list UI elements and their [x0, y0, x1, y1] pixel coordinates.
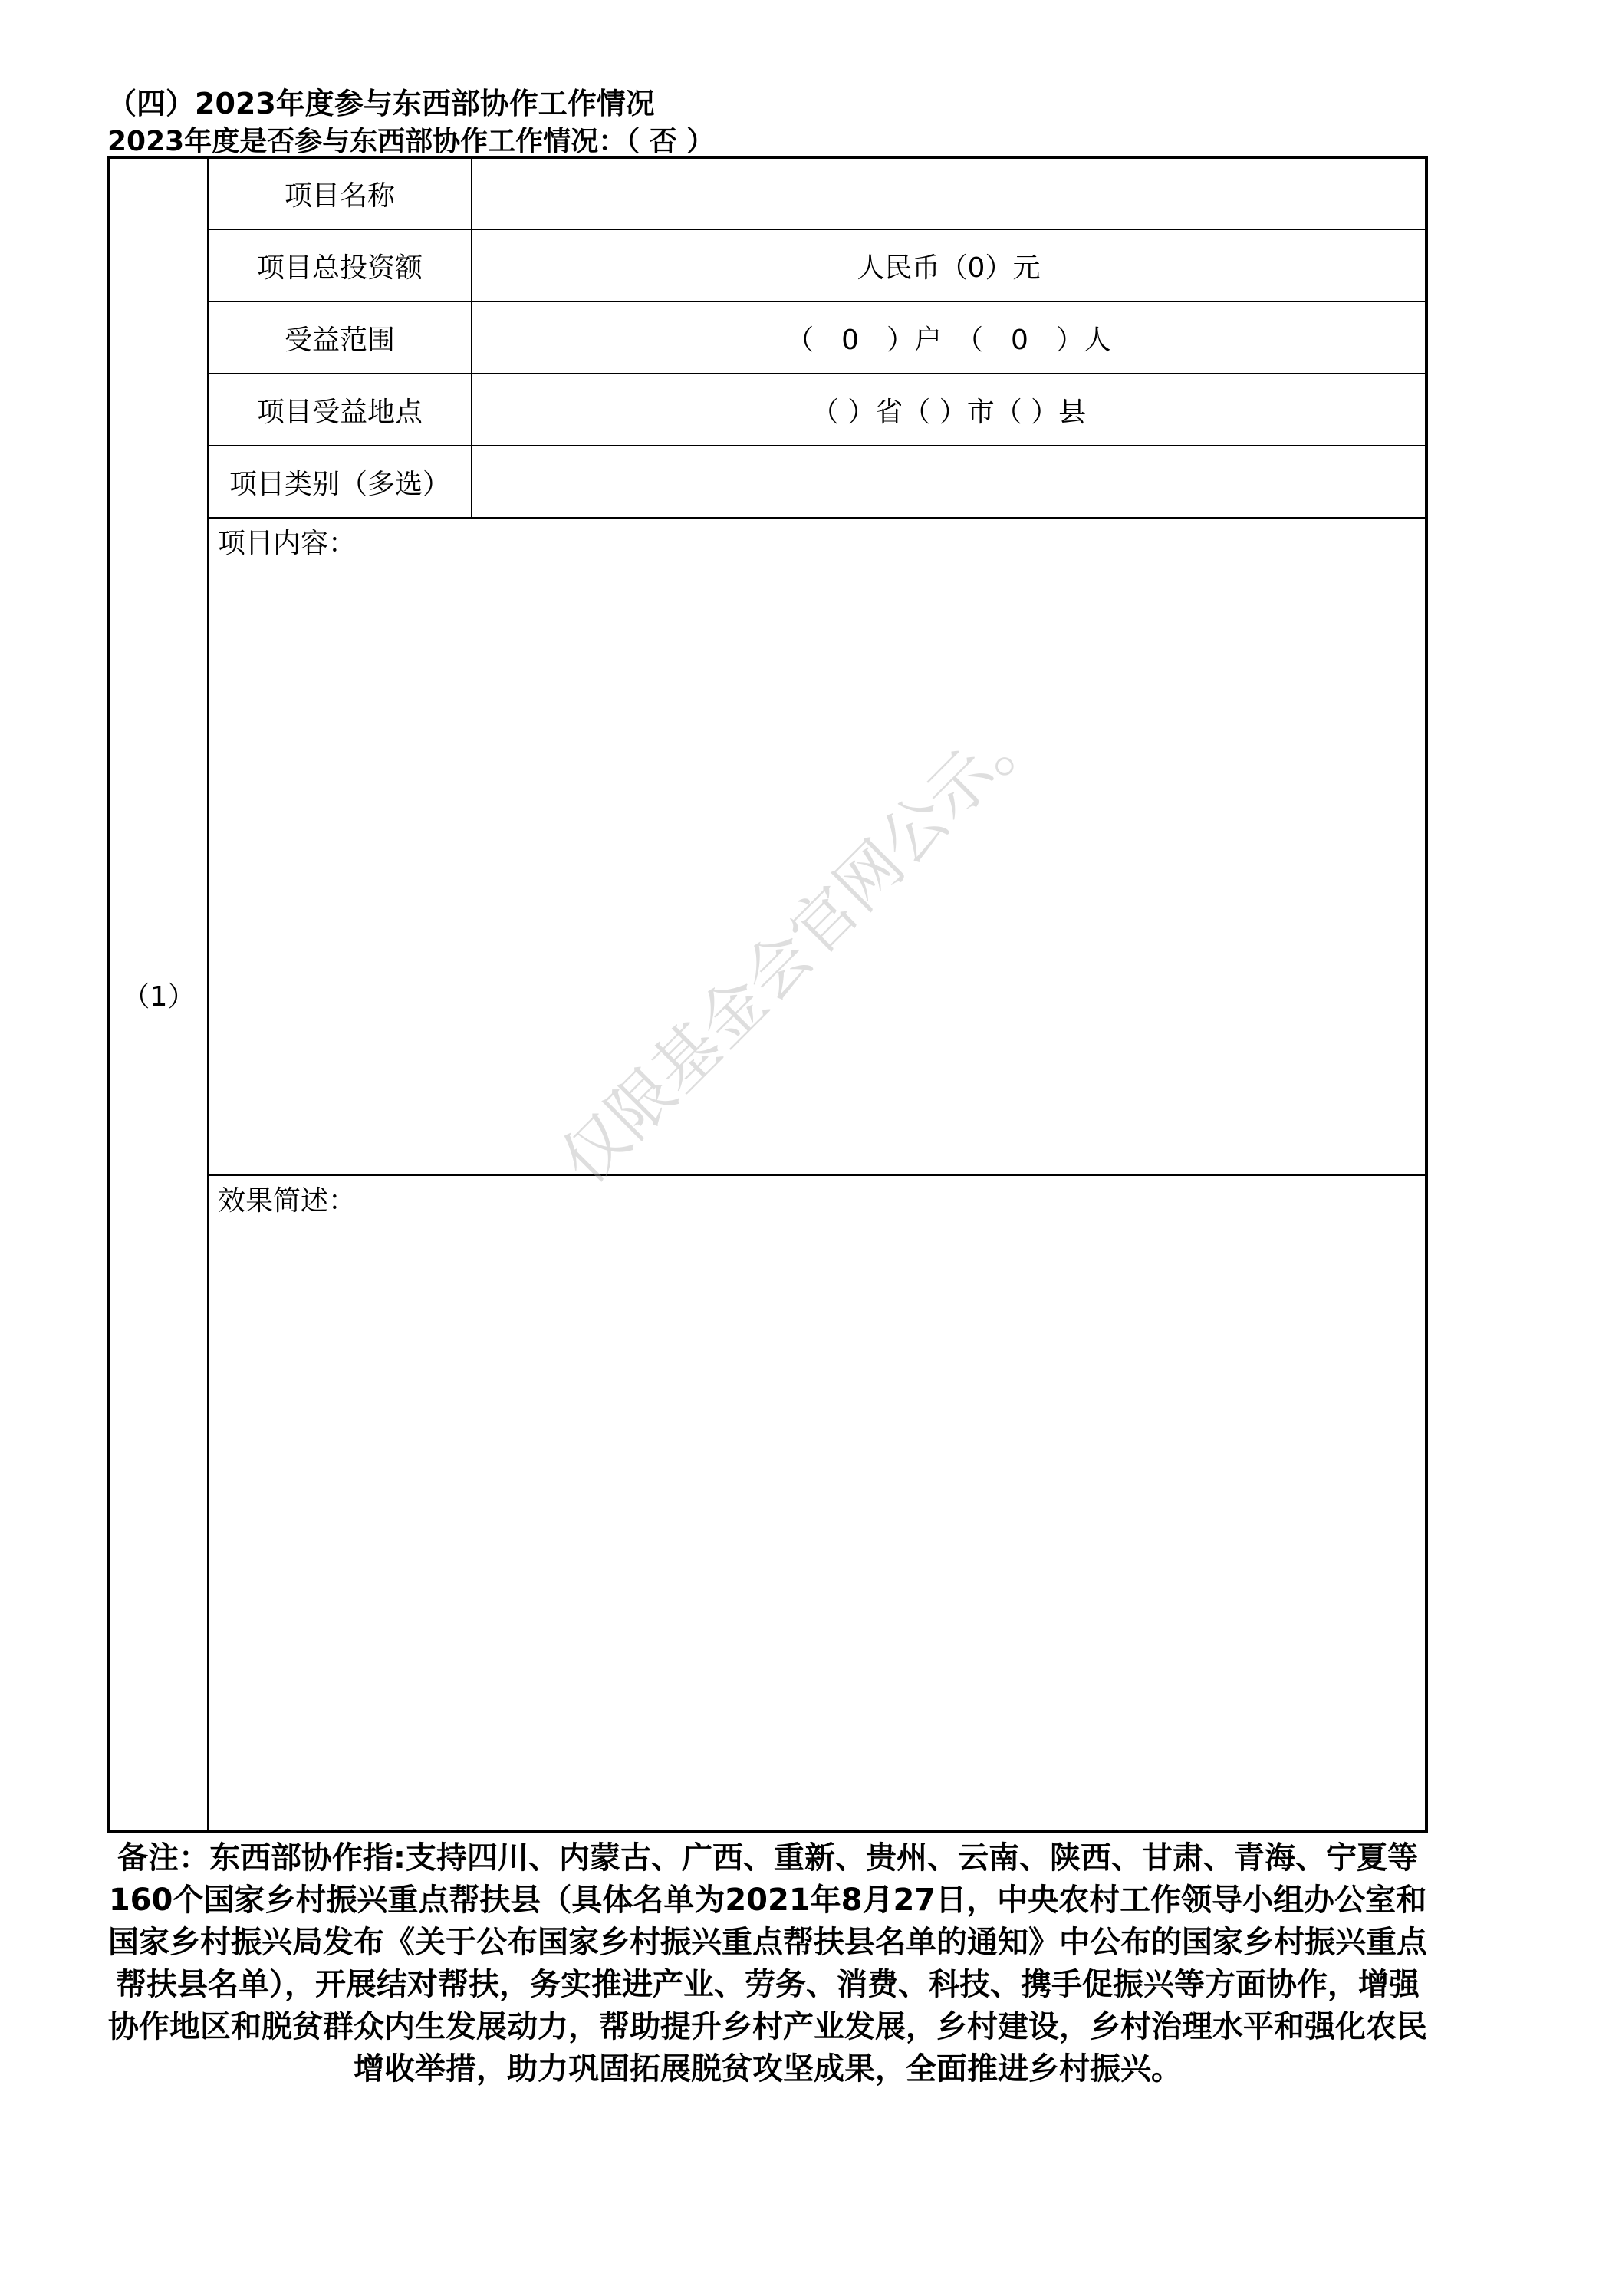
- effect-summary-field: 效果简述：: [208, 1175, 1426, 1831]
- participation-status: 2023年度是否参与东西部协作工作情况：（ 否 ）: [107, 126, 715, 157]
- location-value: （ ）省（ ）市（ ）县: [472, 374, 1426, 446]
- category-label: 项目类别（多选）: [208, 446, 472, 518]
- remarks-note: 备注：东西部协作指:支持四川、内蒙古、广西、重新、贵州、云南、陕西、甘肃、青海、宁夏等160个国家乡村振兴重点帮扶县（具体名单为2021年8月27日，中央农村工作领导小组办公室和国家乡村振兴局发布《关于公布国家乡村振兴重点帮扶县名单的通知》中公布的国家乡村振兴重点帮扶县名单），开展结对帮扶，务实推进产业、劳务、消费、科技、携手促振兴等方面协作，增强协作地区和脱贫群众内生发展动力，帮助提升乡村产业发展，乡村建设，乡村治理水平和强化农民增收举措，助力巩固拓展脱贫攻坚成果，全面推进乡村振兴。: [108, 1840, 1427, 2087]
- form-row-project-name: [109, 157, 1426, 229]
- form-row-beneficiaries: [109, 301, 1426, 374]
- form-row-effect: [109, 1175, 1426, 1831]
- investment-label: 项目总投资额: [208, 229, 472, 301]
- project-index: （1）: [109, 157, 208, 1831]
- watermark: 仅限基金会官网公示。: [546, 689, 1056, 1199]
- form-row-category: [109, 446, 1426, 518]
- form-row-content: [109, 518, 1426, 1174]
- project-name-label: 项目名称: [208, 157, 472, 229]
- beneficiary-scope-value: （ 0 ）户 （ 0 ）人: [472, 301, 1426, 374]
- project-name-value: [472, 157, 1426, 229]
- project-form-table: [107, 156, 1428, 1833]
- location-label: 项目受益地点: [208, 374, 472, 446]
- form-row-investment: [109, 229, 1426, 301]
- beneficiary-scope-label: 受益范围: [208, 301, 472, 374]
- form-row-location: [109, 374, 1426, 446]
- investment-value: 人民币（0）元: [472, 229, 1426, 301]
- project-content-field: 项目内容：: [208, 518, 1426, 1174]
- category-value: [472, 446, 1426, 518]
- section-title: （四）2023年度参与东西部协作工作情况: [107, 87, 655, 120]
